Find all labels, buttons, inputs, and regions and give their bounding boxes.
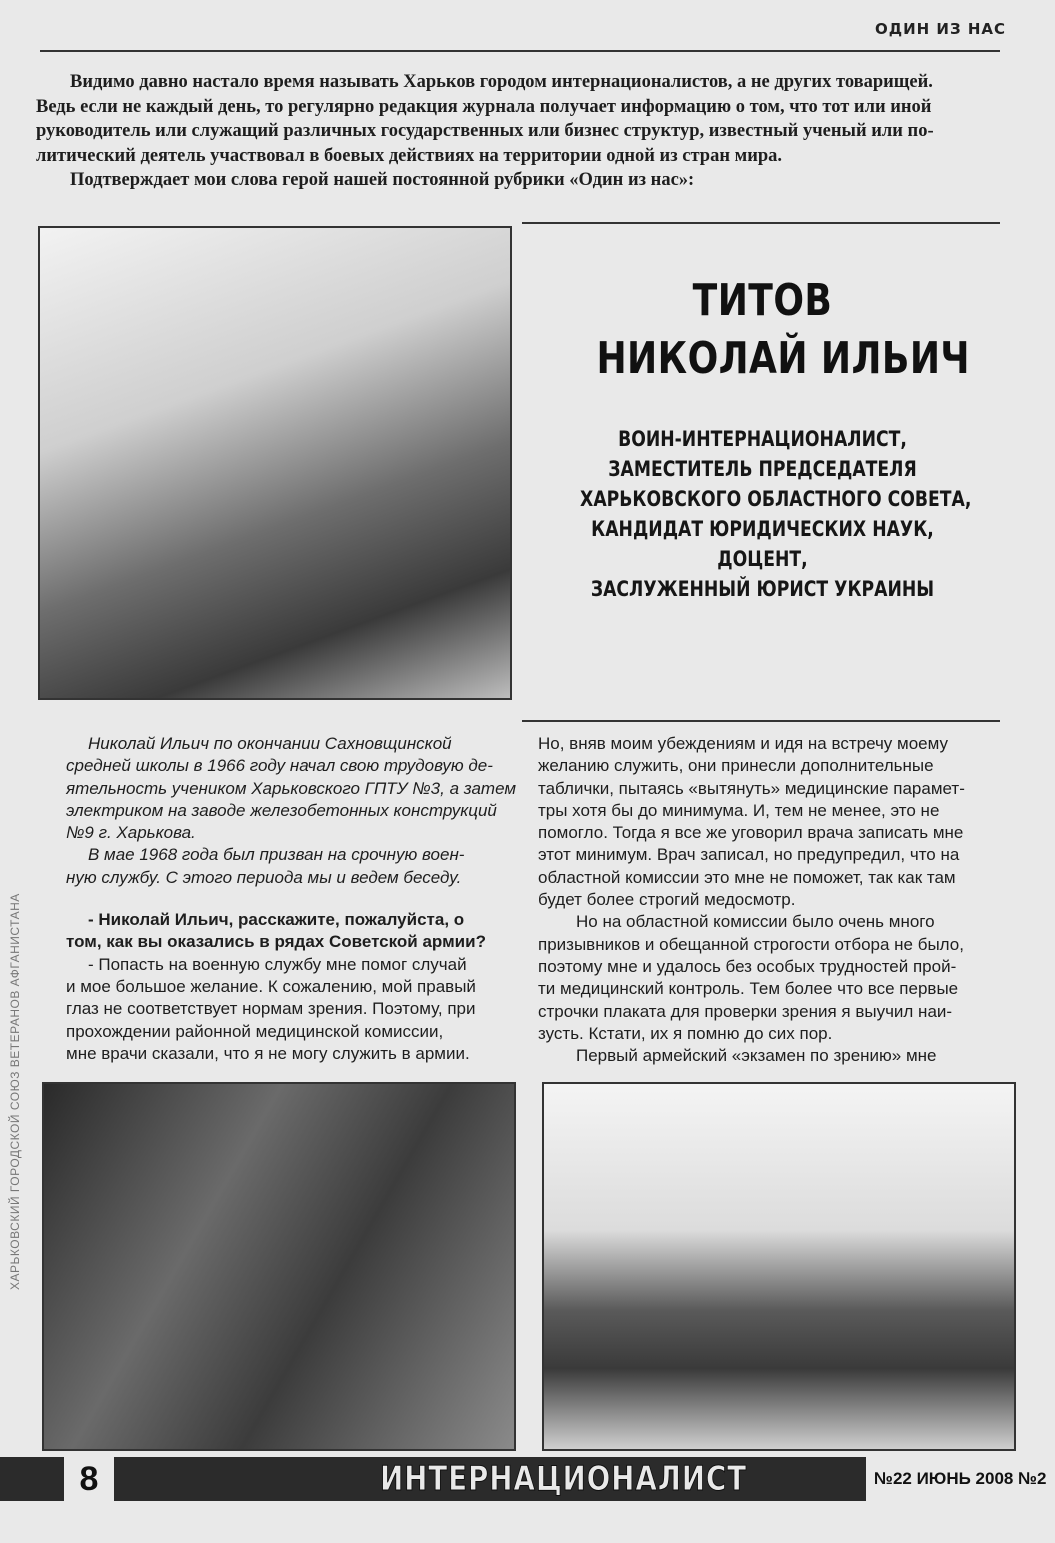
- person-titles: [580, 424, 972, 604]
- title-line: ВОИН-ИНТЕРНАЦИОНАЛИСТ,: [618, 427, 907, 451]
- interview-question: - Николай Ильич, расскажите, пожалуйста, о: [88, 910, 465, 930]
- intro-line: Ведь если не каждый день, то регулярно редакция журнала получает информацию о том, что тот или иной: [36, 96, 932, 117]
- page-number: 8: [64, 1457, 114, 1501]
- lead-line: ятельность учеником Харьковского ГПТУ №3, а затем: [66, 778, 517, 798]
- body-line: Первый армейский «экзамен по зрению» мне: [576, 1046, 937, 1066]
- body-line: строчки плаката для проверки зрения я выучил наи-: [538, 1001, 953, 1021]
- surname: ТИТОВ: [692, 275, 833, 326]
- intro-line: Подтверждает мои слова герой нашей постоянной рубрики «Один из нас»:: [70, 170, 695, 190]
- given-name: НИКОЛАЙ ИЛЬИЧ: [596, 333, 970, 384]
- title-line: ХАРЬКОВСКОГО ОБЛАСТНОГО СОВЕТА,: [580, 487, 972, 511]
- title-line: ЗАСЛУЖЕННЫЙ ЮРИСТ УКРАИНЫ: [590, 577, 935, 601]
- intro-line: литический деятель участвовал в боевых действиях на территории одной из стран мира.: [36, 145, 783, 166]
- answer-line: - Попасть на военную службу мне помог случай: [88, 954, 467, 974]
- body-line: этот минимум. Врач записал, но предупредил, что на: [538, 845, 960, 865]
- answer-line: мне врачи сказали, что я не могу служить в армии.: [66, 1043, 470, 1063]
- body-line: областной комиссии это мне не поможет, так как там: [538, 867, 956, 887]
- title-frame-bottom-rule: [522, 720, 1000, 722]
- artillery-group-photo: [542, 1082, 1016, 1451]
- body-line: Но, вняв моим убеждениям и идя на встречу моему: [538, 734, 949, 753]
- lead-line: В мае 1968 года был призван на срочную воен-: [88, 845, 465, 865]
- lead-line: №9 г. Харькова.: [66, 823, 196, 843]
- intro-line: руководитель или служащий различных государственных или бизнес структур, известный ученый или по-: [36, 121, 934, 141]
- body-line: призывников и обещанной строгости отбора не было,: [538, 934, 964, 954]
- magazine-title: ИНТЕРНАЦИОНАЛИСТ: [380, 1459, 747, 1499]
- answer-line: прохождении районной медицинской комиссии,: [66, 1021, 444, 1041]
- body-line: поэтому мне и удалось без особых трудностей прой-: [538, 956, 957, 976]
- body-line: таблички, пытаясь «вытянуть» медицинские парамет-: [538, 778, 965, 798]
- header-rule: [40, 50, 1000, 52]
- title-line: КАНДИДАТ ЮРИДИЧЕСКИХ НАУК,: [591, 517, 934, 541]
- body-line: ти медицинский контроль. Тем более что все первые: [538, 979, 959, 999]
- interview-question: том, как вы оказались в рядах Советской армии?: [66, 932, 486, 952]
- side-vertical-text: ХАРЬКОВСКИЙ ГОРОДСКОЙ СОЮЗ ВЕТЕРАНОВ АФГАНИСТАНА: [8, 893, 22, 1290]
- article-column-left: [66, 733, 517, 1065]
- article-column-right: [538, 733, 1008, 1067]
- title-line: ДОЦЕНТ,: [717, 547, 808, 571]
- portrait-photo: [38, 226, 512, 700]
- running-head: ОДИН ИЗ НАС: [874, 20, 1006, 38]
- lead-line: Николай Ильич по окончании Сахновщинской: [88, 734, 452, 753]
- lead-line: средней школы в 1966 году начал свою трудовую де-: [66, 756, 493, 776]
- paragraph-gap: [66, 889, 514, 909]
- body-line: зусть. Кстати, их я помню до сих пор.: [538, 1023, 833, 1043]
- banner-photo: [42, 1082, 516, 1451]
- body-line: тры хотя бы до минимума. И, тем не менее, это не: [538, 800, 940, 820]
- intro-line: Видимо давно настало время называть Харьков городом интернационалистов, а не других товарищей.: [70, 72, 933, 92]
- lead-line: ную службу. С этого периода мы и ведем беседу.: [66, 867, 462, 887]
- title-line: ЗАМЕСТИТЕЛЬ ПРЕДСЕДАТЕЛЯ: [608, 457, 917, 481]
- issue-info: №22 ИЮНЬ 2008 №2: [866, 1457, 1055, 1501]
- answer-line: глаз не соответствует нормам зрения. Поэтому, при: [66, 999, 476, 1019]
- body-line: желанию служить, они принесли дополнительные: [538, 756, 934, 776]
- title-frame-top-rule: [522, 222, 1000, 224]
- body-line: Но на областной комиссии было очень много: [576, 912, 935, 932]
- body-line: будет более строгий медосмотр.: [538, 890, 796, 910]
- intro-text: [36, 70, 1026, 193]
- person-name: [596, 272, 970, 388]
- lead-line: электриком на заводе железобетонных конструкций: [66, 800, 497, 820]
- body-line: помогло. Тогда я все же уговорил врача записать мне: [538, 823, 964, 843]
- answer-line: и мое большое желание. К сожалению, мой правый: [66, 976, 476, 996]
